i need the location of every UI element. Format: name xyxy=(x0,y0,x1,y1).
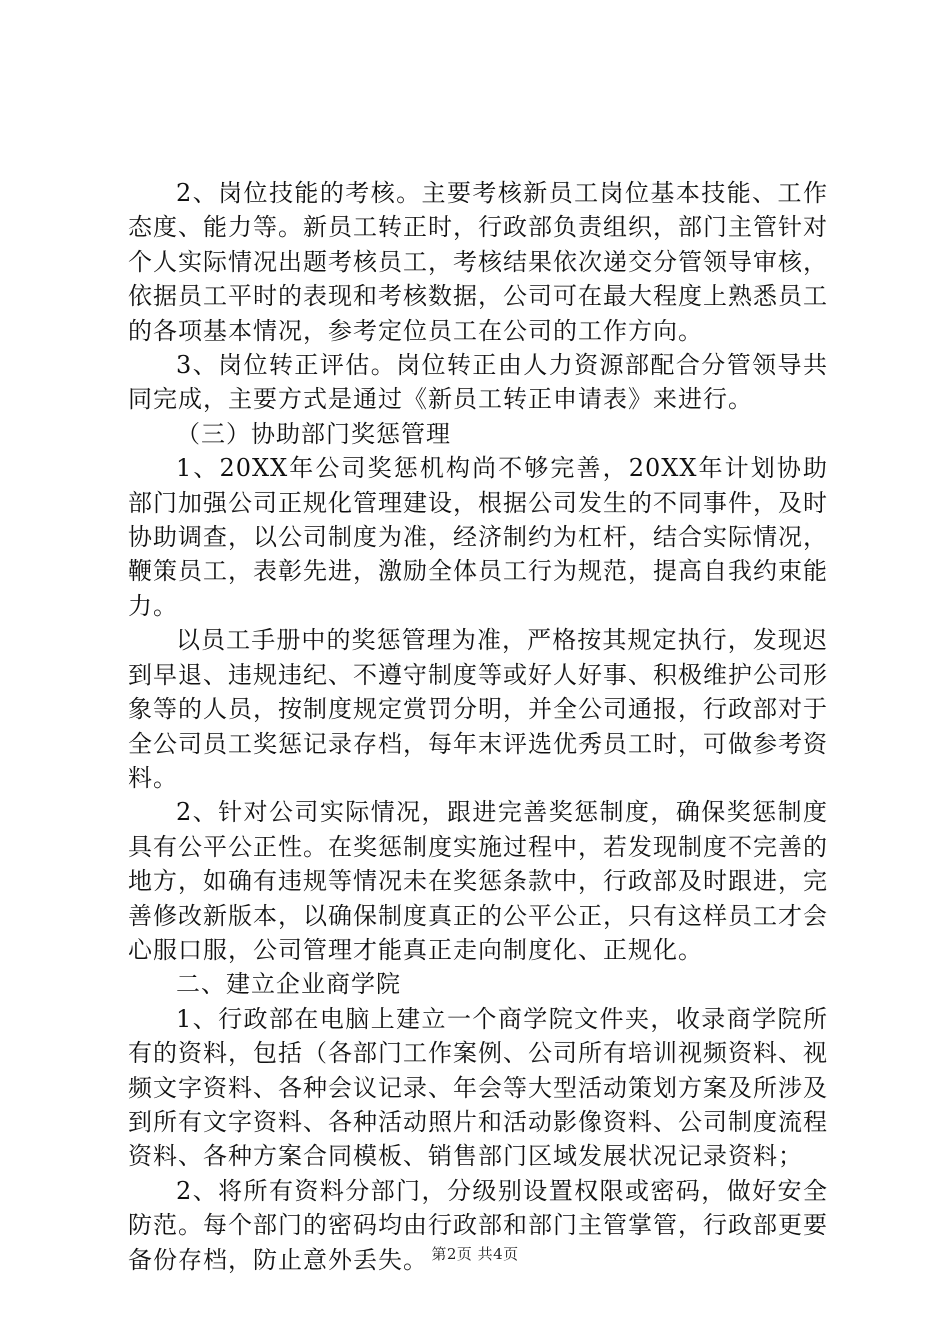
paragraph-handbook-rules: 以员工手册中的奖惩管理为准，严格按其规定执行，发现迟到早退、违规违纪、不遵守制度等或好人好事、积极维护公司形象等的人员，按制度规定赏罚分明，并全公司通报，行政部对于全公司员工奖惩记录存档，每年末评选优秀员工时，可做参考资料。 xyxy=(128,626,828,792)
section-heading-rewards-penalties: （三）协助部门奖惩管理 xyxy=(176,419,451,448)
paragraph-access-permissions: 2、将所有资料分部门，分级别设置权限或密码，做好安全防范。每个部门的密码均由行政部和部门主管掌管，行政部更要备份存档，防止意外丢失。 xyxy=(128,1176,828,1274)
document-body xyxy=(128,176,828,1277)
paragraph-business-school-folder: 1、行政部在电脑上建立一个商学院文件夹，收录商学院所有的资料，包括（各部门工作案例、公司所有培训视频资料、视频文字资料、各种会议记录、年会等大型活动策划方案及所涉及到所有文字资料、各种活动照片和活动影像资料、公司制度流程资料、各种方案合同模板、销售部门区域发展状况记录资料； xyxy=(128,1004,828,1171)
paragraph-skill-assessment: 2、岗位技能的考核。主要考核新员工岗位基本技能、工作态度、能力等。新员工转正时，行政部负责组织，部门主管针对个人实际情况出题考核员工，考核结果依次递交分管领导审核，依据员工平时的表现和考核数据，公司可在最大程度上熟悉员工的各项基本情况，参考定位员工在公司的工作方向。 xyxy=(128,179,828,345)
paragraph-rewards-mechanism: 1、20XX年公司奖惩机构尚不够完善，20XX年计划协助部门加强公司正规化管理建设，根据公司发生的不同事件，及时协助调查，以公司制度为准，经济制约为杠杆，结合实际情况，鞭策员工，表彰先进，激励全体员工行为规范，提高自我约束能力。 xyxy=(128,454,828,620)
section-heading-business-school: 二、建立企业商学院 xyxy=(176,970,401,999)
page-number: 第2页 共4页 xyxy=(431,1245,519,1263)
paragraph-improve-system: 2、针对公司实际情况，跟进完善奖惩制度，确保奖惩制度具有公平公正性。在奖惩制度实施过程中，若发现制度不完善的地方，如确有违规等情况未在奖惩条款中，行政部及时跟进，完善修改新版本，以确保制度真正的公平公正，只有这样员工才会心服口服，公司管理才能真正走向制度化、正规化。 xyxy=(128,798,828,964)
paragraph-probation-evaluation: 3、岗位转正评估。岗位转正由人力资源部配合分管领导共同完成，主要方式是通过《新员工转正申请表》来进行。 xyxy=(128,351,828,414)
page-footer xyxy=(0,1245,950,1263)
